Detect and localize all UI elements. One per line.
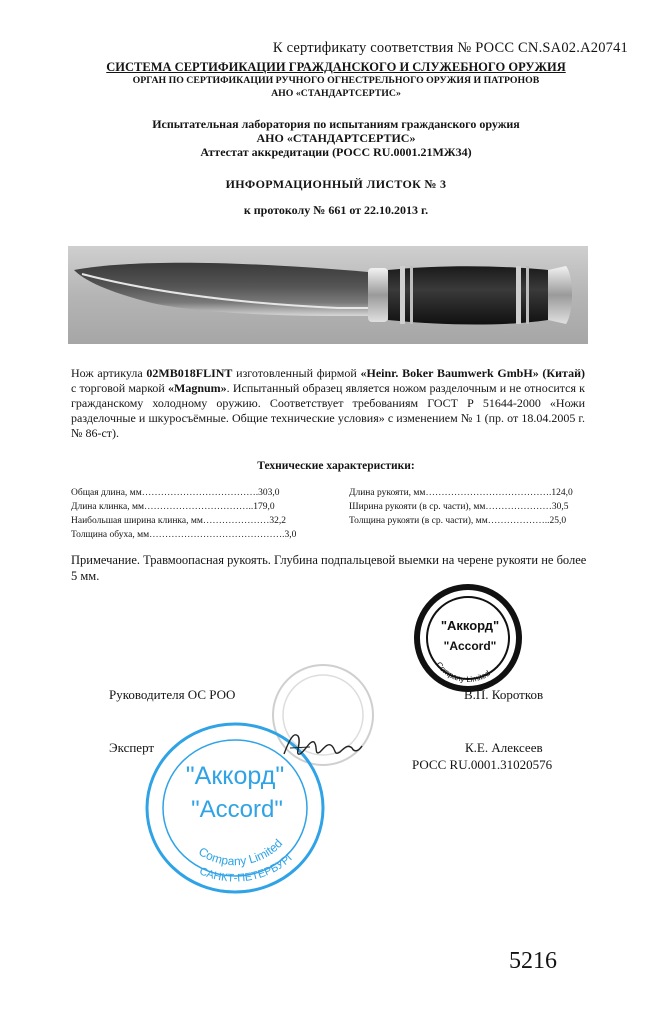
lab-name: Испытательная лаборатория по испытаниям гражданского оружия [152,117,520,131]
desc-text-2: изготовленный фирмой [232,366,361,380]
stamp-line1: "Аккорд" [185,762,285,790]
stamp-ring-text-2: САНКТ-ПЕТЕРБУРГ [197,850,297,885]
article-number: 02MB018FLINT [146,366,233,380]
stamp-line2: "Accord" [443,639,497,653]
stamp-ring-text-1: Company Limited [196,836,286,869]
system-title: СИСТЕМА СЕРТИФИКАЦИИ ГРАЖДАНСКОГО И СЛУЖЕБНОГО ОРУЖИЯ [106,60,566,74]
knife-description [71,366,585,441]
tech-specs-title: Технические характеристики: [257,460,415,472]
stamp-ring-text: Company Limited [434,660,492,685]
spec-row: Наибольшая ширина клинка, мм…………………32,2 [71,516,286,526]
expert-signature [280,728,366,764]
spec-value: 303,0 [258,488,280,498]
spec-label: Наибольшая ширина клинка, мм [71,516,203,526]
lab-org: АНО «СТАНДАРТСЕРТИС» [256,131,416,145]
spec-label: Ширина рукояти (в ср. части), мм [349,502,486,512]
desc-text-4: . Испытанный образец является ножом разделочным и не относится к гражданскому холодному оружию. Соответствует требованиям ГОСТ Р 51644-2000 «Ножи разделочные и шкуросъёмные. Общие технические условия» с изменением № 1 (пр. от 18.04.2005 г. № 86-ст). [71,381,585,440]
note: Примечание. Травмоопасная рукоять. Глубина подпальцевой выемки на черене рукояти не более 5 мм. [71,553,587,583]
lab-accreditation: Аттестат аккредитации (РОСС RU.0001.21МЖ34) [200,145,472,159]
desc-text-3: с торговой маркой [71,381,168,395]
spec-value: 25,0 [549,516,567,526]
spec-row: Толщина рукояти (в ср. части), мм………………..25,0 [349,516,567,526]
spec-label: Толщина обуха, мм [71,530,150,540]
protocol-line: к протоколу № 661 от 22.10.2013 г. [243,203,429,217]
page-number: 5216 [509,948,557,974]
organ-title: ОРГАН ПО СЕРТИФИКАЦИИ РУЧНОГО ОГНЕСТРЕЛЬНОГО ОРУЖИЯ И ПАТРОНОВ [132,75,540,86]
signer-name-1: В.П. Коротков [464,687,544,702]
spec-row: Длина клинка, мм……………………………..179,0 [71,502,275,512]
role-expert: Эксперт [109,740,155,755]
stamp-line1: "Аккорд" [440,618,500,633]
spec-label: Длина клинка, мм [71,502,144,512]
accord-stamp-black [414,584,522,692]
signer-registration: РОСС RU.0001.31020576 [412,757,553,772]
info-sheet-title: ИНФОРМАЦИОННЫЙ ЛИСТОК № 3 [225,177,447,191]
stamp-line2: "Accord" [191,796,283,823]
certificate-reference: К сертификату соответствия № РОСС CN.SA02.A20741 [272,40,628,56]
brand: «Magnum» [168,381,227,395]
spec-row: Ширина рукояти (в ср. части), мм…………………30,5 [349,502,569,512]
knife-photo [68,246,588,344]
spec-value: 124,0 [551,488,573,498]
ano-title: АНО «СТАНДАРТСЕРТИС» [271,88,401,99]
spec-value: 30,5 [551,502,569,512]
manufacturer: «Heinr. Boker Baumwerk GmbH» (Китай) [360,366,585,380]
spec-value: 32,2 [269,516,286,526]
spec-row: Общая длина, мм……………………………….303,0 [71,488,280,498]
spec-row: Длина рукояти, мм………………………………….124,0 [349,488,573,498]
signer-name-2: К.Е. Алексеев [465,740,543,755]
spec-label: Толщина рукояти (в ср. части), мм [349,516,488,526]
spec-row: Толщина обуха, мм…………………………………….3,0 [71,530,297,540]
spec-label: Общая длина, мм [71,488,142,498]
role-head: Руководителя ОС РОО [109,687,236,702]
spec-value: 3,0 [284,530,297,540]
desc-text-1: Нож артикула [71,366,147,380]
spec-label: Длина рукояти, мм [349,488,426,498]
spec-value: 179,0 [253,502,275,512]
